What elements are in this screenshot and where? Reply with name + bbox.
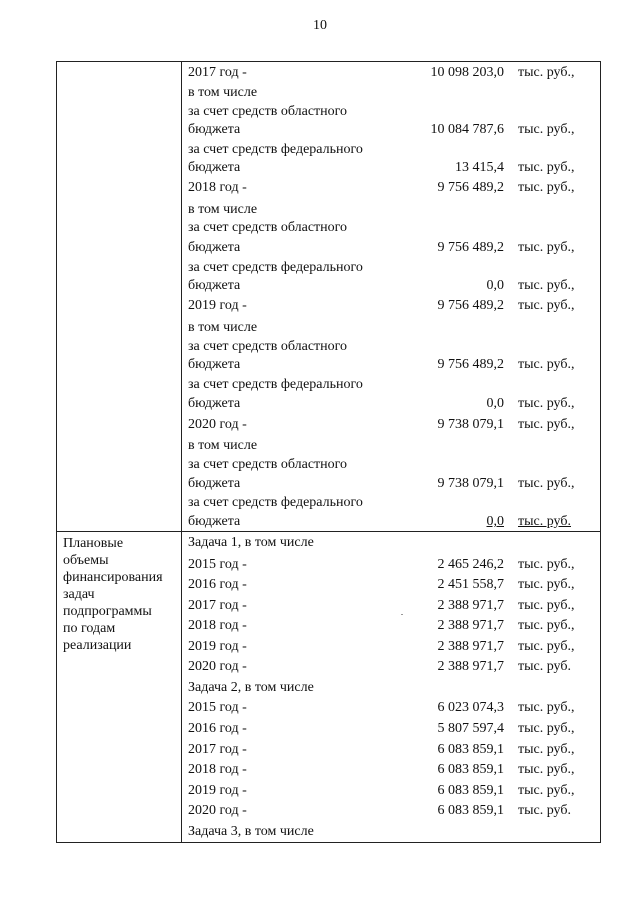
unit-label: тыс. руб., [518, 742, 575, 757]
line-text: в том числе [188, 85, 258, 100]
line-text: бюджета [188, 240, 241, 255]
line-text: бюджета [188, 122, 241, 137]
line-text: бюджета [188, 514, 241, 529]
amount-value: 13 415,4 [455, 160, 504, 175]
line-text: Задача 3, в том числе [188, 824, 314, 839]
amount-value: 9 738 079,1 [437, 417, 504, 432]
label-line: финансирования [63, 570, 163, 585]
unit-label: тыс. руб., [518, 639, 575, 654]
line-text: бюджета [188, 160, 241, 175]
unit-label: тыс. руб., [518, 160, 575, 175]
line-text: 2019 год - [188, 298, 247, 313]
unit-label: тыс. руб., [518, 65, 575, 80]
line-text: за счет средств федерального [188, 377, 363, 392]
line-text: 2017 год - [188, 65, 247, 80]
amount-value: 9 756 489,2 [437, 180, 504, 195]
scan-speck [401, 614, 403, 615]
line-text: Задача 1, в том числе [188, 535, 314, 550]
column-divider [181, 62, 182, 842]
amount-value: 10 084 787,6 [430, 122, 504, 137]
unit-label: тыс. руб. [518, 803, 571, 818]
unit-label: тыс. руб., [518, 298, 575, 313]
amount-value: 2 388 971,7 [437, 639, 504, 654]
amount-value: 10 098 203,0 [430, 65, 504, 80]
line-text: в том числе [188, 438, 258, 453]
line-text: в том числе [188, 320, 258, 335]
line-text: Задача 2, в том числе [188, 680, 314, 695]
label-line: Плановые [63, 536, 124, 551]
line-text: 2018 год - [188, 180, 247, 195]
unit-label: тыс. руб., [518, 476, 575, 491]
unit-label: тыс. руб., [518, 700, 575, 715]
line-text: 2018 год - [188, 762, 247, 777]
line-text: бюджета [188, 357, 241, 372]
line-text: за счет средств федерального [188, 495, 363, 510]
amount-value: 2 451 558,7 [437, 577, 504, 592]
amount-value: 5 807 597,4 [437, 721, 504, 736]
amount-value: 6 083 859,1 [437, 783, 504, 798]
line-text: за счет средств федерального [188, 260, 363, 275]
line-text: 2016 год - [188, 577, 247, 592]
amount-value: 2 465 246,2 [437, 557, 504, 572]
label-line: объемы [63, 553, 109, 568]
line-text: 2020 год - [188, 417, 247, 432]
line-text: 2017 год - [188, 742, 247, 757]
unit-label: тыс. руб., [518, 577, 575, 592]
amount-value: 0,0 [486, 396, 504, 411]
financing-label-cell [63, 535, 179, 654]
line-text: за счет средств областного [188, 220, 348, 235]
line-text: 2017 год - [188, 598, 247, 613]
amount-value: 9 756 489,2 [437, 357, 504, 372]
unit-label: тыс. руб., [518, 762, 575, 777]
label-line: подпрограммы [63, 604, 152, 619]
unit-label: тыс. руб., [518, 417, 575, 432]
line-text: за счет средств областного [188, 104, 348, 119]
unit-label: тыс. руб., [518, 180, 575, 195]
row-divider [57, 531, 600, 532]
unit-label: тыс. руб., [518, 598, 575, 613]
line-text: 2018 год - [188, 618, 247, 633]
unit-label: тыс. руб. [518, 659, 571, 674]
unit-label: тыс. руб., [518, 783, 575, 798]
line-text: бюджета [188, 278, 241, 293]
line-text: бюджета [188, 476, 241, 491]
unit-label: тыс. руб., [518, 557, 575, 572]
unit-label: тыс. руб., [518, 721, 575, 736]
label-line: задач [63, 587, 95, 602]
unit-label: тыс. руб., [518, 618, 575, 633]
line-text: 2020 год - [188, 803, 247, 818]
amount-value: 9 738 079,1 [437, 476, 504, 491]
unit-label: тыс. руб., [518, 122, 575, 137]
amount-value: 6 023 074,3 [437, 700, 504, 715]
amount-value: 0,0 [486, 514, 504, 529]
amount-value: 6 083 859,1 [437, 803, 504, 818]
line-text: за счет средств федерального [188, 142, 363, 157]
line-text: 2016 год - [188, 721, 247, 736]
amount-value: 9 756 489,2 [437, 298, 504, 313]
amount-value: 0,0 [486, 278, 504, 293]
unit-label: тыс. руб., [518, 278, 575, 293]
amount-value: 2 388 971,7 [437, 659, 504, 674]
unit-label: тыс. руб., [518, 396, 575, 411]
financing-table [56, 61, 601, 843]
line-text: 2019 год - [188, 639, 247, 654]
label-line: по годам [63, 621, 116, 636]
line-text: 2020 год - [188, 659, 247, 674]
line-text: за счет средств областного [188, 457, 348, 472]
amount-value: 2 388 971,7 [437, 618, 504, 633]
line-text: 2019 год - [188, 783, 247, 798]
unit-label: тыс. руб. [518, 514, 571, 529]
amount-value: 6 083 859,1 [437, 742, 504, 757]
page-number: 10 [313, 18, 327, 33]
line-text: 2015 год - [188, 557, 247, 572]
amount-value: 6 083 859,1 [437, 762, 504, 777]
line-text: 2015 год - [188, 700, 247, 715]
line-text: бюджета [188, 396, 241, 411]
line-text: в том числе [188, 202, 258, 217]
label-line: реализации [63, 638, 132, 653]
line-text: за счет средств областного [188, 339, 348, 354]
amount-value: 9 756 489,2 [437, 240, 504, 255]
amount-value: 2 388 971,7 [437, 598, 504, 613]
unit-label: тыс. руб., [518, 240, 575, 255]
unit-label: тыс. руб., [518, 357, 575, 372]
